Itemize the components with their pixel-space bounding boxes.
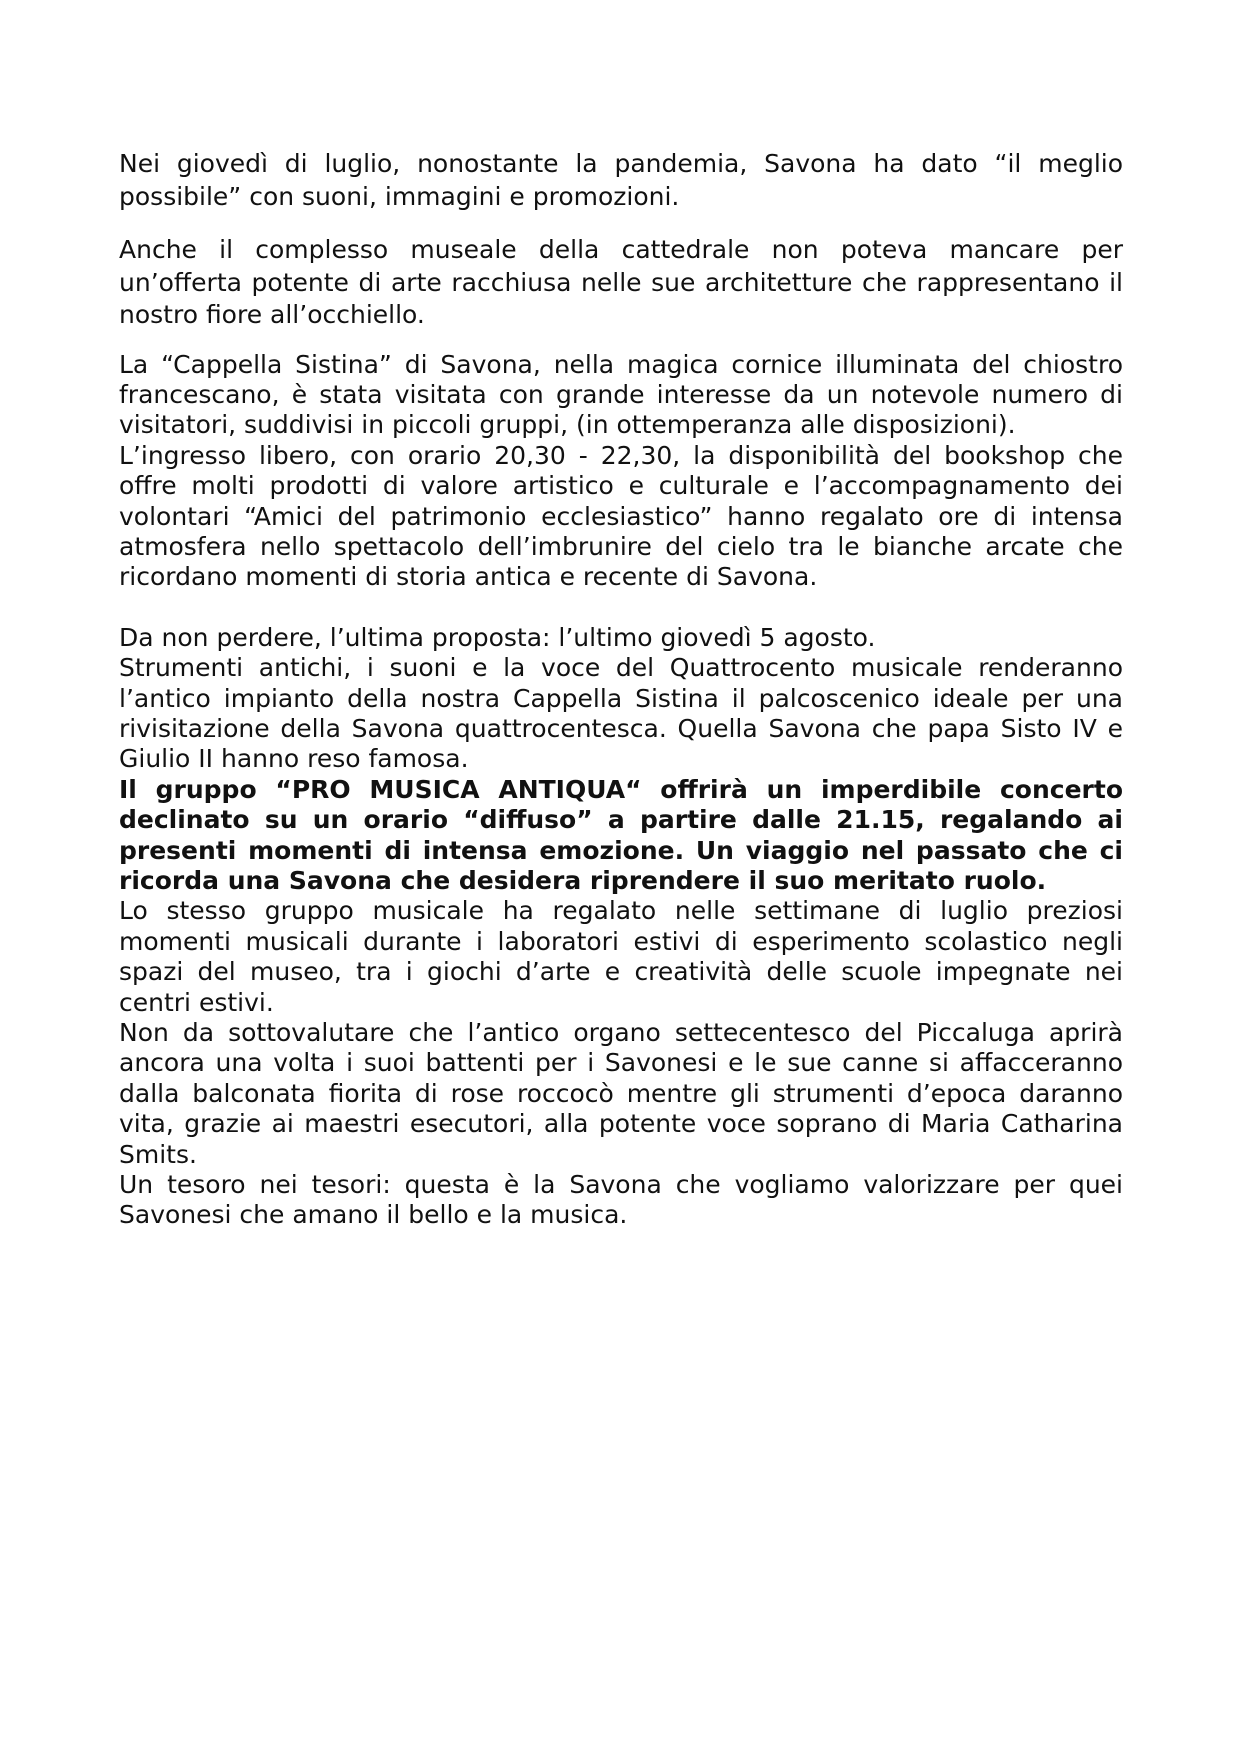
paragraph-spacer [119, 332, 1123, 350]
paragraph-strumenti: Strumenti antichi, i suoni e la voce del Quattrocento musicale renderanno l’antico impianto della nostra Cappella Sistina il palcoscenico ideale per una rivisitazione della Savona quattrocentesca. Quella Savona che papa Sisto IV e Giulio II hanno reso famosa. [119, 653, 1123, 774]
paragraph-intro: Nei giovedì di luglio, nonostante la pandemia, Savona ha dato “il meglio possibile” con suoni, immagini e promozioni. [119, 149, 1123, 211]
paragraph-concerto-highlight: Il gruppo “PRO MUSICA ANTIQUA“ offrirà un imperdibile concerto declinato su un orario “diffuso” a partire dalle 21.15, regalando ai presenti momenti di intensa emozione. Un viaggio nel passato che ci ricorda una Savona che desidera riprendere il suo meritato ruolo. [119, 774, 1123, 895]
paragraph-closing: Un tesoro nei tesori: questa è la Savona che vogliamo valorizzare per quei Savonesi che amano il bello e la musica. [119, 1170, 1123, 1230]
paragraph-cappella-sistina: La “Cappella Sistina” di Savona, nella magica cornice illuminata del chiostro francescano, è stata visitata con grande interesse da un notevole numero di visitatori, suddivisi in piccoli gruppi, (in ottemperanza alle disposizioni). [119, 349, 1123, 440]
paragraph-spacer [119, 593, 1123, 623]
paragraph-organo: Non da sottovalutare che l’antico organo settecentesco del Piccaluga aprirà ancora una volta i suoi battenti per i Savonesi e le sue canne si affacceranno dalla balconata fiorita di rose roccocò mentre gli strumenti d’epoca daranno vita, grazie ai maestri esecutori, alla potente voce soprano di Maria Catharina Smits. [119, 1018, 1123, 1169]
paragraph-museum: Anche il complesso museale della cattedrale non poteva mancare per un’offerta potente di arte racchiusa nelle sue architetture che rappresentano il nostro fiore all’occhiello. [119, 235, 1123, 329]
paragraph-ingresso: L’ingresso libero, con orario 20,30 - 22,30, la disponibilità del bookshop che offre molti prodotti di valore artistico e culturale e l’accompagnamento dei volontari “Amici del patrimonio ecclesiastico” hanno regalato ore di intensa atmosfera nello spettacolo dell’imbrunire del cielo tra le bianche arcate che ricordano momenti di storia antica e recente di Savona. [119, 440, 1123, 592]
document-body [119, 148, 1123, 1231]
paragraph-ultima-proposta: Da non perdere, l’ultima proposta: l’ultimo giovedì 5 agosto. [119, 622, 876, 652]
paragraph-laboratori: Lo stesso gruppo musicale ha regalato nelle settimane di luglio preziosi momenti musicali durante i laboratori estivi di esperimento scolastico negli spazi del museo, tra i giochi d’arte e creatività delle scuole impegnate nei centri estivi. [119, 896, 1123, 1017]
paragraph-spacer [119, 213, 1123, 234]
